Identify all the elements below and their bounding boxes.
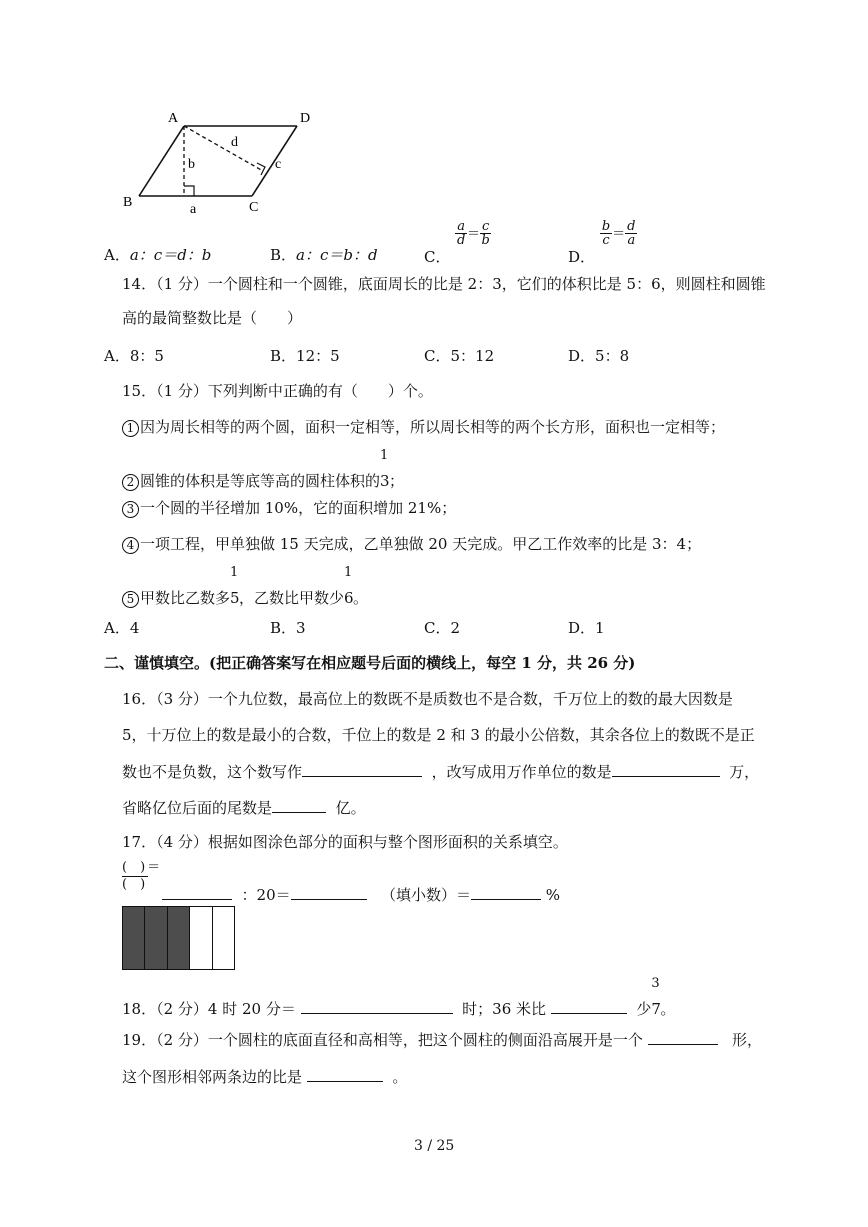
q13-option-c[interactable]: C． $\frac{a}{d}$ ＝ $\frac{c}{b}$ [424, 219, 490, 266]
q15-statement-1: 1 因为周长相等的两个圆，面积一定相等，所以周长相等的两个长方形，面积也一定相等； [122, 416, 725, 437]
q19-line1: 19．（2 分）一个圆柱的底面直径和高相等，把这个圆柱的侧面沿高展开是一个 形， [122, 1031, 763, 1049]
q17-fraction: ( ) ＝ ( ) [122, 860, 161, 892]
circled-number: 1 [122, 420, 139, 437]
circled-number: 3 [122, 501, 139, 518]
q13-option-a[interactable]: A．a：c＝d：b [104, 246, 212, 264]
shaded-cell [123, 907, 145, 969]
q16-line3: 数也不是负数，这个数写作 ，改写成用万作单位的数是 万， [122, 763, 760, 781]
label-C: C [249, 200, 259, 215]
q17-stem: 17．（4 分）根据如图涂色部分的面积与整个图形面积的关系填空。 [122, 833, 568, 851]
fraction: $\frac{d}{a}$ [627, 219, 636, 248]
shaded-cell [145, 907, 167, 969]
shaded-cell [168, 907, 190, 969]
q15-option-d[interactable]: D．1 [568, 619, 605, 637]
answer-blank[interactable] [612, 762, 720, 777]
q15-statement-3: 3 一个圆的半径增加 10%，它的面积增加 21%； [122, 497, 456, 518]
fraction: $\frac{b}{c}$ [601, 219, 611, 248]
q14-option-b[interactable]: B．12：5 [270, 347, 340, 365]
fraction-numerator: 3 [651, 976, 660, 991]
q13-option-d[interactable]: D． $\frac{b}{c}$ ＝ $\frac{d}{a}$ [568, 219, 636, 266]
fraction: $\frac{a}{d}$ [456, 219, 466, 248]
unshaded-cell [213, 907, 234, 969]
circled-number: 5 [122, 591, 139, 608]
q15-option-a[interactable]: A．4 [104, 619, 140, 637]
q15-option-b[interactable]: B．3 [270, 619, 306, 637]
q14-option-a[interactable]: A．8：5 [104, 347, 164, 365]
unshaded-cell [190, 907, 212, 969]
page-number: 3 / 25 [414, 1138, 455, 1154]
section-heading: 二、谨慎填空。(把正确答案写在相应题号后面的横线上，每空 1 分，共 26 分) [104, 654, 636, 672]
q15-statement-4: 4 一项工程，甲单独做 15 天完成，乙单独做 20 天完成。甲乙工作效率的比是 3：4； [122, 533, 701, 554]
q15-stem: 15．（1 分）下列判断中正确的有（ ）个。 [122, 382, 433, 400]
q16-line2: 5，十万位上的数是最小的合数，千位上的数是 2 和 3 的最小公倍数，其余各位上的数既不是正 [122, 726, 755, 744]
answer-blank[interactable] [307, 1067, 383, 1082]
q16-line4: 省略亿位后面的尾数是 亿。 [122, 799, 366, 817]
fraction-numerator: 1 [344, 565, 353, 580]
fraction-numerator: 1 [230, 565, 239, 580]
q14-option-d[interactable]: D．5：8 [568, 347, 630, 365]
q13-option-b[interactable]: B．a：c＝b：d [270, 246, 378, 264]
answer-blank[interactable] [162, 885, 232, 900]
q15-statement-5: 5 甲数比乙数多 1 5，乙数比甲数少 1 6。 [122, 587, 368, 608]
answer-blank[interactable] [648, 1030, 718, 1045]
answer-blank[interactable] [551, 999, 627, 1014]
answer-blank[interactable] [272, 798, 326, 813]
answer-blank[interactable] [291, 885, 367, 900]
q19-line2: 这个图形相邻两条边的比是 。 [122, 1068, 408, 1086]
q17-shaded-rectangle [122, 906, 235, 970]
parallelogram-figure [118, 106, 328, 218]
q17-fill-line: ：20＝ （填小数）＝ % [162, 884, 560, 905]
circled-number: 4 [122, 537, 139, 554]
label-A: A [168, 111, 179, 126]
fraction: $\frac{c}{b}$ [481, 219, 490, 248]
q18-line: 18．（2 分）4 时 20 分＝ 时；36 米比 少 3 7。 [122, 976, 676, 1018]
q16-line1: 16．（3 分）一个九位数，最高位上的数既不是质数也不是合数，千万位上的数的最大因数是 [122, 690, 733, 708]
answer-blank[interactable] [302, 762, 422, 777]
label-c: c [275, 157, 282, 172]
q15-option-c[interactable]: C．2 [424, 619, 461, 637]
label-B: B [123, 195, 133, 210]
label-b: b [188, 157, 195, 172]
q14-stem-line1: 14．（1 分）一个圆柱和一个圆锥，底面周长的比是 2：3，它们的体积比是 5：6，则圆柱和圆锥 [122, 275, 766, 293]
q14-option-c[interactable]: C．5：12 [424, 347, 495, 365]
q15-statement-2: 2 圆锥的体积是等底等高的圆柱体积的 1 3； [122, 470, 404, 491]
answer-blank[interactable] [301, 999, 453, 1014]
circled-number: 2 [122, 474, 139, 491]
q14-stem-line2: 高的最简整数比是（ ） [122, 309, 303, 327]
label-D: D [300, 111, 311, 126]
label-d: d [231, 135, 238, 150]
answer-blank[interactable] [471, 885, 541, 900]
fraction-numerator: 1 [380, 448, 389, 463]
label-a: a [190, 202, 197, 217]
